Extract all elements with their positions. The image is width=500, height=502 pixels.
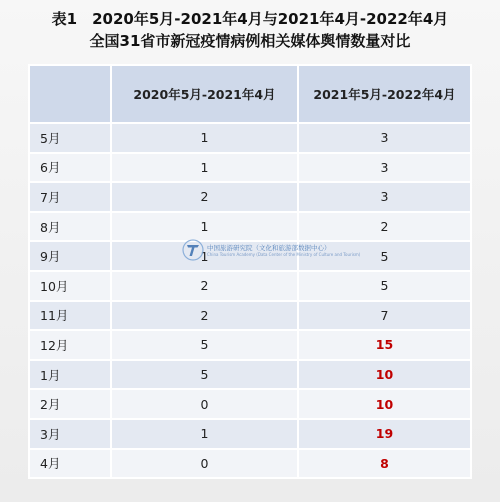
cell-period-2: 5	[298, 271, 471, 301]
cell-period-1: 5	[111, 330, 298, 360]
header-row	[29, 65, 471, 123]
cell-month: 11月	[29, 301, 111, 331]
cell-period-1: 1	[111, 153, 298, 183]
cell-month: 7月	[29, 182, 111, 212]
cell-month: 9月	[29, 241, 111, 271]
cell-month: 3月	[29, 419, 111, 449]
table-row	[29, 271, 471, 301]
cell-period-1: 0	[111, 389, 298, 419]
cell-period-1: 0	[111, 449, 298, 479]
table-row	[29, 212, 471, 242]
cell-period-2: 10	[298, 360, 471, 390]
header-period-2: 2021年5月-2022年4月	[298, 65, 471, 123]
table-row	[29, 330, 471, 360]
cell-month: 10月	[29, 271, 111, 301]
cell-period-1: 2	[111, 271, 298, 301]
header-month	[29, 65, 111, 123]
watermark	[182, 239, 360, 261]
cell-period-2: 2	[298, 212, 471, 242]
cell-period-1: 2	[111, 182, 298, 212]
cell-period-1: 1	[111, 123, 298, 153]
header-period-1: 2020年5月-2021年4月	[111, 65, 298, 123]
table-row	[29, 449, 471, 479]
cell-period-2: 15	[298, 330, 471, 360]
cell-period-2: 5	[298, 241, 471, 271]
table-row	[29, 182, 471, 212]
cell-period-2: 3	[298, 182, 471, 212]
cell-month: 12月	[29, 330, 111, 360]
cell-month: 1月	[29, 360, 111, 390]
cell-period-1: 5	[111, 360, 298, 390]
cell-month: 5月	[29, 123, 111, 153]
table-row	[29, 389, 471, 419]
comparison-table	[28, 64, 472, 479]
cell-period-2: 8	[298, 449, 471, 479]
title-line-2: 全国31省市新冠疫情病例相关媒体舆情数量对比	[89, 32, 411, 50]
cell-period-2: 3	[298, 153, 471, 183]
table-title	[0, 8, 500, 52]
cell-month: 6月	[29, 153, 111, 183]
table-row	[29, 123, 471, 153]
cell-period-2: 19	[298, 419, 471, 449]
title-line-1: 表1 2020年5月-2021年4月与2021年4月-2022年4月	[51, 10, 449, 28]
cell-period-2: 7	[298, 301, 471, 331]
cell-period-1: 2	[111, 301, 298, 331]
table-row	[29, 301, 471, 331]
cell-period-1: 1	[111, 419, 298, 449]
watermark-subtitle: China Tourism Academy (Data Center of the Ministry of Culture and Tourism)	[207, 252, 361, 257]
table-row	[29, 153, 471, 183]
cell-month: 8月	[29, 212, 111, 242]
cell-period-1: 1	[111, 212, 298, 242]
cell-month: 2月	[29, 389, 111, 419]
watermark-name: 中国旅游研究院（文化和旅游部数据中心）	[207, 244, 331, 252]
cell-period-1: 1	[111, 241, 298, 271]
cell-period-2: 10	[298, 389, 471, 419]
cell-period-2: 3	[298, 123, 471, 153]
table-row	[29, 419, 471, 449]
academy-logo-icon	[182, 239, 204, 261]
cell-month: 4月	[29, 449, 111, 479]
table-row	[29, 360, 471, 390]
